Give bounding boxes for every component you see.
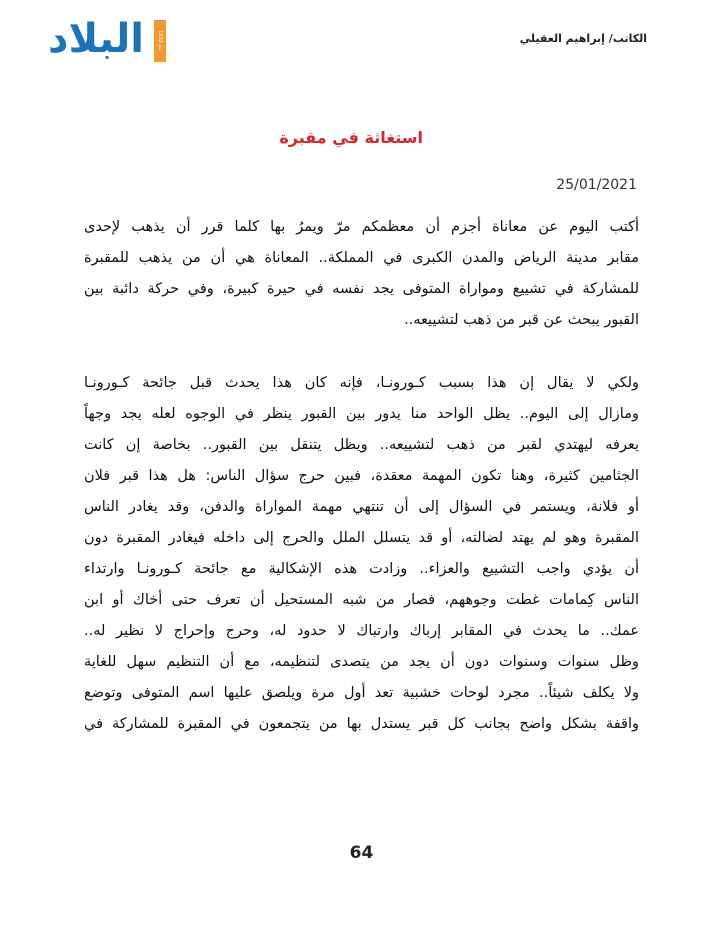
text-line: عمك.. ما يحدث في المقابر إرباك وارتباك لا حدود له، وحرج وإحراج لا نظير له.. bbox=[84, 623, 639, 639]
paragraph-2 bbox=[84, 368, 639, 740]
text-line: مقابر مدينة الرياض والمدن الكبرى في المملكة.. المعاناة هي أن من يذهب للمقبرة bbox=[84, 250, 639, 266]
newspaper-logo bbox=[48, 18, 174, 64]
paragraph-1 bbox=[84, 212, 639, 336]
text-line: للمشاركة في تشييع ومواراة المتوفى يجد نفسه في حيرة كبيرة، وفي حركة دائبة بين bbox=[84, 281, 639, 297]
text-line: وظل سنوات وسنوات دون أن يجد من يتصدى لتنظيمه، مع أن التنظيم سهل للغاية bbox=[84, 654, 639, 670]
text-line: المقبرة وهو لم يهتد لضالته، أو قد يتسلل الملل والحرج إلى داخله فيغادر المقبرة دون bbox=[84, 530, 639, 546]
text-line: ولا يكلف شيئاً.. مجرد لوحات خشبية تعد أول مرة ويلصق عليها اسم المتوفى وتوضع bbox=[84, 685, 639, 701]
text-line: يعرفه ليهتدي لقبر من ذهب لتشييعه.. ويظل يتنقل بين القبور.. بخاصة إن كانت bbox=[84, 437, 639, 453]
text-line: ومازال إلى اليوم.. يظل الواحد منا يدور بين القبور ينظر في الوجوه لعله يجد وجهاً bbox=[84, 406, 639, 422]
text-line: القبور يبحث عن قبر من ذهب لتشييعه.. bbox=[404, 312, 639, 328]
article-title: استغاثة في مقبرة bbox=[279, 128, 423, 147]
text-line: واقفة بشكل واضح بجانب كل قبر يستدل بها من يتجمعون في المقبرة للمشاركة في bbox=[84, 716, 639, 732]
text-line: ولكي لا يقال إن هذا بسبب كـورونـا، فإنه كان هذا يحدث قبل جائحة كـورونـا bbox=[84, 375, 639, 391]
logo-wordmark: البلاد bbox=[48, 16, 144, 62]
text-line: أكتب اليوم عن معاناة أجزم أن معظمكم مرّ ويمرُ بها كلما قرر أن يذهب لإحدى bbox=[84, 219, 639, 235]
article-date: 25/01/2021 bbox=[556, 177, 637, 193]
author-line: الكاتب/ إبراهيم العقيلي bbox=[519, 32, 647, 45]
text-line: أو فلانة، ويستمر في السؤال إلى أن تنتهي مهمة المواراة والدفن، وقد يغادر الناس bbox=[84, 499, 639, 515]
text-line: أن يؤدي واجب التشييع والعزاء.. وزادت هذه الإشكالية مع جائحة كـورونـا وارتداء bbox=[84, 561, 639, 577]
logo-badge: منذ 1932 bbox=[154, 20, 166, 62]
page-number: 64 bbox=[349, 843, 374, 863]
text-line: الناس كِمامات غطت وجوههم، فصار من شبه المستحيل أن تعرف حتى أخاك أو ابن bbox=[84, 592, 639, 608]
text-line: الجثامين كثيرة، وهنا تكون المهمة معقدة، فبين حرج سؤال الناس: هل هذا قبر فلان bbox=[84, 468, 639, 484]
